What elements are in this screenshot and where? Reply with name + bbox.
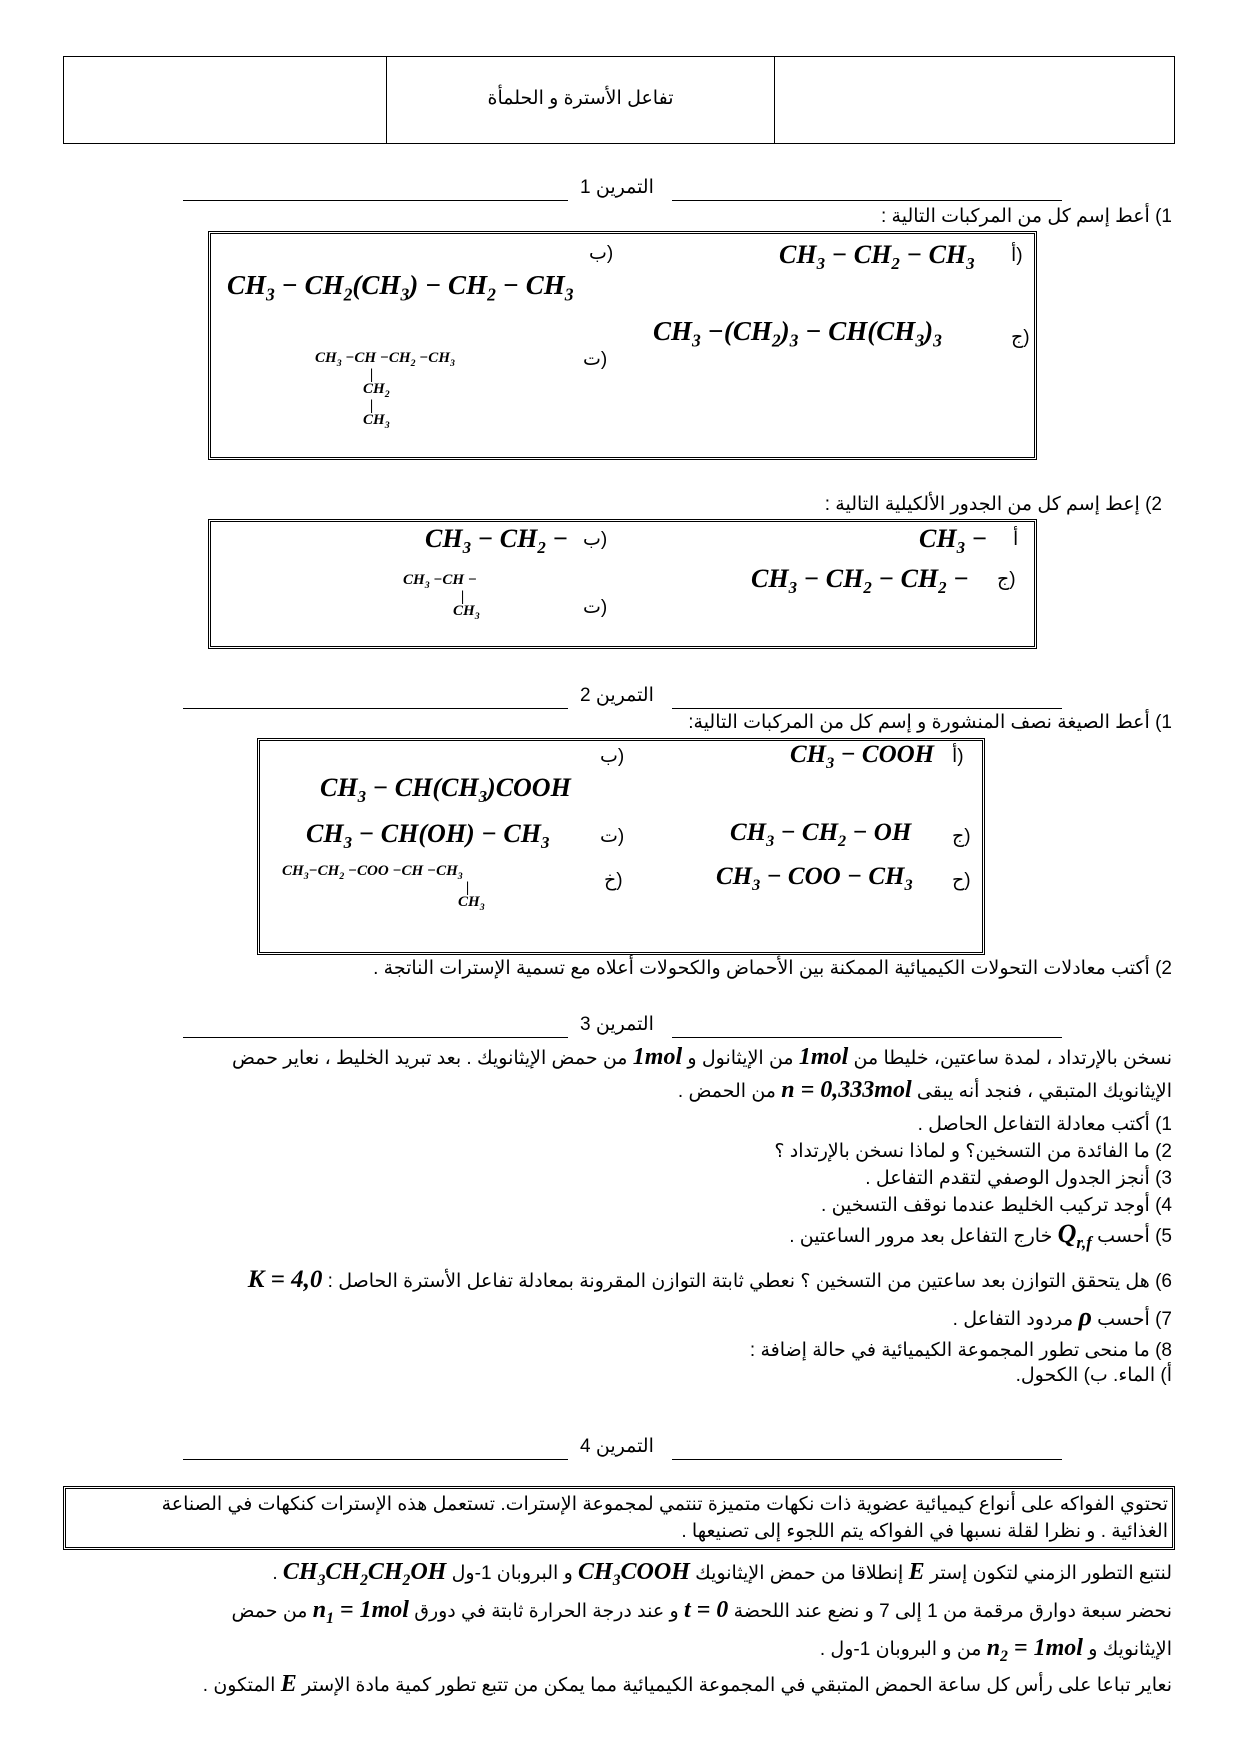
ex3-rule-left xyxy=(183,1037,568,1038)
ex1-q2: 2) إعط إسم كل من الجدور الألكيلية التالية : xyxy=(824,494,1162,515)
ex4-p4b: المتكون . xyxy=(202,1675,276,1696)
formula-ex2-h: $CH_3$ − COO − $CH_3$ xyxy=(716,863,913,894)
formula-acetic-acid: $CH_3COOH$ xyxy=(578,1559,690,1589)
formula-ex2-kh: $CH_3-CH_2 -COO -CH -CH_3$ | $CH_3$ xyxy=(282,863,485,913)
formula-ex1-radical-b: $CH_3 - CH_2$ − xyxy=(425,524,569,558)
ex2-label-a: أ) xyxy=(952,746,964,767)
ex4-para-line4 xyxy=(203,1672,1172,1698)
ex3-q7b: مردود التفاعل . xyxy=(952,1309,1074,1330)
ex4-p1b: إنطلاقا من حمض الإيثانويك xyxy=(695,1563,904,1584)
ex3-question-4: 4) أوجد تركيب الخليط عندما نوقف التسخين . xyxy=(821,1195,1172,1216)
ex2-rule-left xyxy=(183,708,568,709)
amount-1mol-ethanol: 1mol xyxy=(798,1044,849,1070)
ex3-intro-line2 xyxy=(678,1078,1172,1104)
ex4-title: التمرين 4 xyxy=(580,1436,654,1457)
ex3-question-8: 8) ما منحى تطور المجموعة الكيميائية في حالة إضافة : xyxy=(749,1340,1172,1361)
symbol-E-2: E xyxy=(280,1671,297,1697)
time-t0: t = 0 xyxy=(683,1597,729,1623)
ex3-question-1: 1) أكتب معادلة التفاعل الحاصل . xyxy=(917,1114,1172,1135)
ex4-para-line3 xyxy=(820,1636,1172,1669)
formula-ex1-a: $CH_3 - CH_2 - CH_3$ xyxy=(779,240,975,274)
ex3-q5b: خارج التفاعل بعد مرور الساعتين . xyxy=(789,1226,1053,1247)
formula-ex2-t: $CH_3 - CH(OH) - CH_3$ xyxy=(306,819,550,853)
ex2-label-h: ح) xyxy=(952,870,971,891)
ex3-intro1c: من حمض الإيثانويك . بعد تبريد الخليط ، نعاير حمض xyxy=(231,1048,628,1069)
ex1-box2 xyxy=(208,519,1037,649)
ex1-label-j: ج) xyxy=(1011,327,1030,348)
ex3-intro2b: من الحمض . xyxy=(677,1081,776,1102)
header-cell-right xyxy=(774,57,775,143)
ex3-question-5 xyxy=(789,1219,1172,1255)
formula-ex1-b: $CH_3 - CH_2(CH_3) - CH_2 - CH_3$ xyxy=(227,270,574,305)
header-cell-middle xyxy=(386,57,774,143)
ex1-box1 xyxy=(208,231,1037,460)
ex3-intro2a: الإيثانويك المتبقي ، فنجد أنه يبقى xyxy=(916,1081,1172,1102)
ex4-para-line2 xyxy=(232,1598,1172,1631)
ex2-rule-right xyxy=(672,708,1062,709)
formula-ex2-a: $CH_3$ − COOH xyxy=(790,741,935,772)
ex4-rule-right xyxy=(672,1459,1062,1460)
ex3-question-7 xyxy=(952,1302,1172,1332)
ex4-box-line1: تحتوي الفواكه على أنواع كيميائية عضوية ذات نكهات متميزة تنتمي لمجموعة الإسترات. تستعمل هذه الإسترات كنكهات في الصناعة xyxy=(161,1494,1168,1515)
formula-ex1-radical-a: $CH_3$ − xyxy=(919,524,988,558)
ex4-box-line2: الغذائية . و نظرا لقلة نسبها في الفواكه يتم اللجوء إلى تصنيعها . xyxy=(681,1521,1168,1542)
ex4-intro-box xyxy=(63,1486,1175,1550)
ex3-q6: 6) هل يتحقق التوازن بعد ساعتين من التسخين ؟ نعطي ثابتة التوازن المقرونة بمعادلة تفاعل الأسترة الحاصل : xyxy=(327,1271,1172,1292)
header-table xyxy=(63,56,1175,144)
ex2-title: التمرين 2 xyxy=(580,685,654,706)
ex3-question-8-options: أ) الماء. ب) الكحول. xyxy=(1015,1365,1172,1386)
ex3-question-2: 2) ما الفائدة من التسخين؟ و لماذا نسخن بالإرتداد ؟ xyxy=(774,1141,1172,1162)
ex1-box2-label-b: ب) xyxy=(583,529,608,550)
page-title: تفاعل الأسترة و الحلمأة xyxy=(487,88,674,109)
symbol-rho: ρ xyxy=(1078,1302,1092,1331)
ex4-p3a: الإيثانويك و xyxy=(1088,1639,1172,1660)
formula-ex2-b: $CH_3$ − $CH(CH_3)COOH$ xyxy=(320,773,571,807)
ex2-q2: 2) أكتب معادلات التحولات الكيميائية الممكنة بين الأحماض والكحولات أعلاه مع تسمية الإسترات الناتجة . xyxy=(373,958,1172,979)
constant-K: K = 4,0 xyxy=(247,1266,323,1293)
ex4-p1a: لنتبع التطور الزمني لتكون إستر xyxy=(929,1563,1172,1584)
symbol-Qrf: $Q_{r,f}$ xyxy=(1057,1219,1092,1253)
formula-ex1-radical-t: $CH_3 -CH$ − | $CH_3$ xyxy=(403,572,480,622)
ex1-label-b: ب) xyxy=(589,243,614,264)
ex2-q1: 1) أعط الصيغة نصف المنشورة و إسم كل من المركبات التالية: xyxy=(688,712,1172,733)
formula-ex1-radical-j: $CH_3 - CH_2 - CH_2$ − xyxy=(751,564,969,598)
ex1-box2-label-a: أ xyxy=(1013,529,1019,550)
ex2-label-kh: خ) xyxy=(604,870,623,891)
amount-n-remaining: n = 0,333mol xyxy=(781,1077,912,1103)
ex1-title: التمرين 1 xyxy=(580,177,654,198)
ex2-box xyxy=(257,738,985,955)
formula-propanol: $CH_3CH_2CH_2OH$ xyxy=(282,1559,447,1589)
ex4-p3b: من و البروبان 1-ول . xyxy=(819,1639,982,1660)
ex3-intro1b: من الإيثانول و xyxy=(687,1048,794,1069)
ex3-q5a: 5) أحسب xyxy=(1097,1226,1172,1247)
ex3-question-6 xyxy=(248,1268,1172,1294)
ex3-intro-line1 xyxy=(232,1045,1172,1071)
symbol-E: E xyxy=(908,1559,925,1585)
amount-n2: $n_2 = 1mol$ xyxy=(986,1635,1083,1665)
ex2-label-t: ت) xyxy=(600,826,625,847)
ex4-rule-left xyxy=(183,1459,568,1460)
formula-ex2-j: $CH_3 - CH_2$ − OH xyxy=(730,819,912,850)
ex1-label-t: ت) xyxy=(583,349,608,370)
amount-n1: $n_1 = 1mol$ xyxy=(312,1597,409,1627)
ex4-p2b: و عند درجة الحرارة ثابتة في دورق xyxy=(414,1601,679,1622)
formula-ex1-j: $CH_3 -(CH_2)_3 - CH(CH_3)_3$ xyxy=(653,316,942,351)
ex3-intro1a: نسخن بالإرتداد ، لمدة ساعتين، خليطا من xyxy=(853,1048,1172,1069)
ex1-rule-left xyxy=(183,200,568,201)
ex3-q7a: 7) أحسب xyxy=(1097,1309,1172,1330)
ex4-p2c: من حمض xyxy=(231,1601,308,1622)
amount-1mol-acid: 1mol xyxy=(632,1044,683,1070)
ex1-box2-label-j: ج) xyxy=(997,569,1016,590)
ex4-para-line1: لنتبع التطور الزمني لتكون إستر E إنطلاقا من حمض الإيثانويك $CH_3COOH$ و البروبان 1-ول $CH_3CH_2CH_2OH$ . xyxy=(272,1559,1172,1589)
formula-ex1-t: $CH_3 -CH -CH_2 -CH_3$ | $CH_2$ | $CH_3$ xyxy=(315,350,455,431)
ex2-label-j: ج) xyxy=(952,826,971,847)
ex1-box2-label-t: ت) xyxy=(583,597,608,618)
ex3-question-3: 3) أنجز الجدول الوصفي لتقدم التفاعل . xyxy=(865,1168,1172,1189)
ex2-label-b: ب) xyxy=(600,746,625,767)
ex4-p2a: نحضر سبعة دوارق مرقمة من 1 إلى 7 و نضع عند اللحضة xyxy=(733,1601,1172,1622)
ex3-title: التمرين 3 xyxy=(580,1014,654,1035)
ex4-p4a: نعاير تباعا على رأس كل ساعة الحمض المتبقي في المجموعة الكيميائية مما يمكن من تتبع تطور كمية مادة الإستر xyxy=(301,1675,1172,1696)
ex1-rule-right xyxy=(672,200,1062,201)
ex1-q1: 1) أعط إسم كل من المركبات التالية : xyxy=(881,206,1172,227)
ex3-rule-right xyxy=(672,1037,1062,1038)
ex4-p1c: و البروبان 1-ول xyxy=(451,1563,573,1584)
ex1-label-a: أ) xyxy=(1011,245,1023,266)
